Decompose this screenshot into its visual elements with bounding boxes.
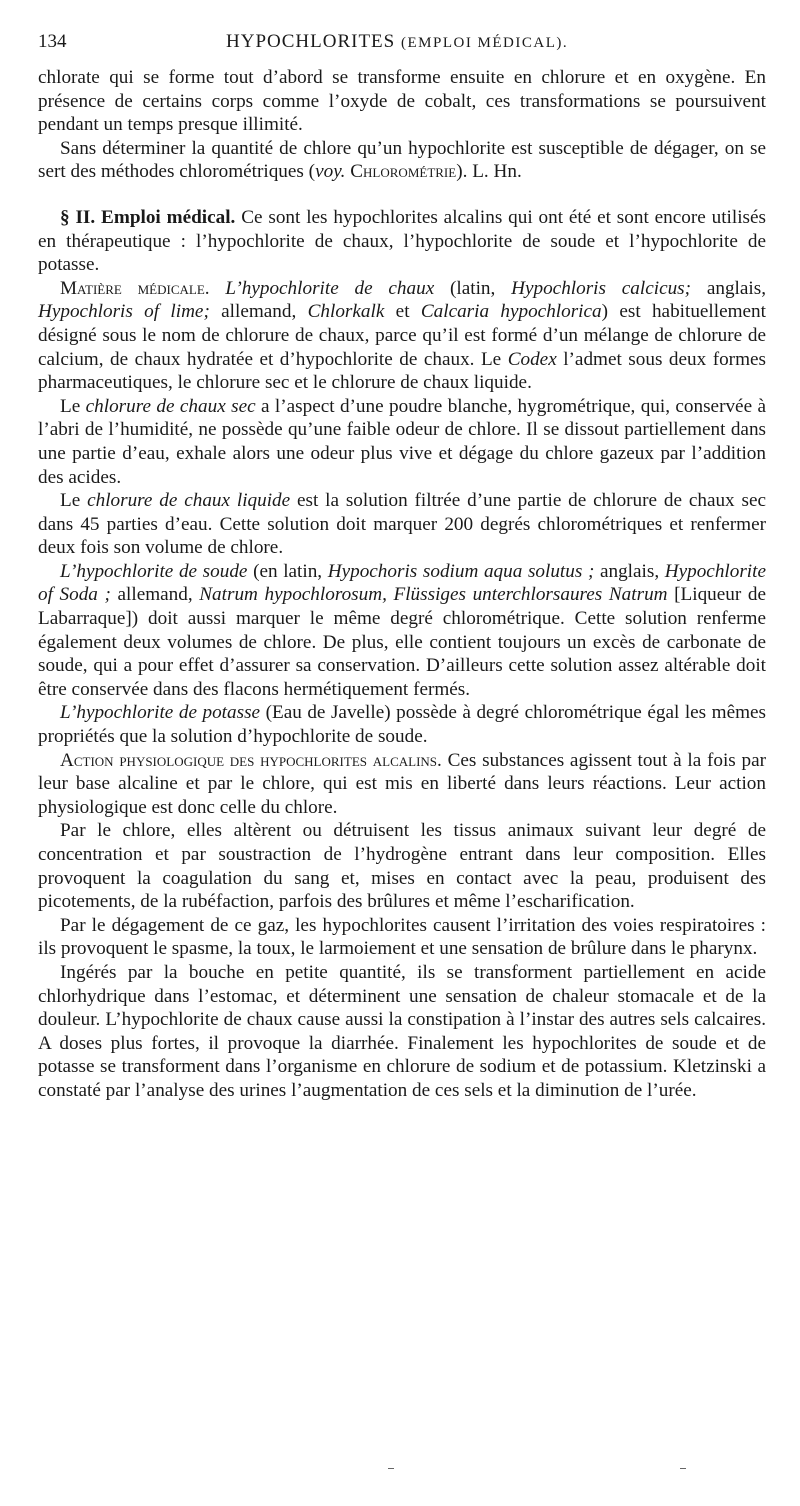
running-title: HYPOCHLORITES [226,31,396,52]
cross-reference-link: Chlorométrie [350,161,457,183]
paragraph-hypochlorite-soude: L’hypochlorite de soude (en latin, Hypochoris sodium aqua solutus ; anglais, Hypochlorite of Soda ; allemand, Natrum hypochlorosum, Flüssiges unterchlorsaures Natrum [Liqueur de Labarraque]) doit aussi marquer le même degré chlorométrique. Cette solution renferme également deux volumes de chlore. De plus, elle contient toujours un excès de carbonate de soude, qui a pour effet d’assurer sa conservation. D’ailleurs cette solution assez altérable doit être conservée dans des flacons hermétiquement fermés. [38,560,766,700]
running-subtitle: (EMPLOI MÉDICAL). [400,35,569,51]
paragraph-chlorometry: Sans déterminer la quantité de chlore qu’un hypochlorite est susceptible de dégager, on se sert des méthodes chlorométriques (voy. Chlorométrie). L. Hn. [38,137,766,183]
page-number: 134 [38,31,67,52]
paragraph-tissus: Par le chlore, elles altèrent ou détruisent les tissus animaux suivant leur degré de concentration et par soustraction de l’hydrogène entrant dans leur composition. Elles provoquent la coagulation du sang et, mises en contact avec la peau, produisent des picotements, de la rubéfaction, parfois des brûlures et même l’escharification. [38,820,766,913]
paragraph-continuation: chlorate qui se forme tout d’abord se transforme ensuite en chlorure et en oxygène. En présence de certains corps comme l’oxyde de cobalt, ces transformations se poursuivent pendant un temps presque illimité. [38,67,766,136]
paragraph-chlorure-liquide: Le chlorure de chaux liquide est la solution filtrée d’une partie de chlorure de chaux sec dans 45 parties d’eau. Cette solution doit marquer 200 degrés chlorométriques et renfermer deux fois son volume de chlore. [38,490,766,559]
paragraph-hypochlorite-potasse: L’hypochlorite de potasse (Eau de Javelle) possède à degré chlorométrique égal les mêmes propriétés que la solution d’hypochlorite de soude. [38,702,767,748]
paragraph-ingestion: Ingérés par la bouche en petite quantité, ils se transforment partiellement en acide chlorhydrique dans l’estomac, et déterminent une sensation de chaleur stomacale et de la douleur. L’hypochlorite de chaux cause aussi la constipation à l’instar des autres sels calcaires. A doses plus fortes, il provoque la diarrhée. Finalement les hypochlorites de soude et de potasse se transforment dans l’organisme en chlorure de sodium et de potassium. Kletzinski a constaté par l’analyse des urines l’augmentation de ces sels et la diminution de l’urée. [38,961,766,1101]
page-header [38,30,766,58]
section-heading-paragraph: § II. Emploi médical. Ce sont les hypochlorites alcalins qui ont été et sont encore utilisés en thérapeutique : l’hypochlorite de chaux, l’hypochlorite de soude et l’hypochlorite de potasse. [38,206,766,276]
paragraph-action-physiologique: Action physiologique des hypochlorites alcalins. Ces substances agissent tout à la fois par leur base alcaline et par le chlore, qui est mis en liberté dans leurs réactions. Leur action physiologique est donc celle du chlore. [38,749,766,818]
running-head [226,30,568,56]
page-footer-marks [0,1468,800,1478]
paragraph-matiere-medicale: Matière médicale. L’hypochlorite de chaux (latin, Hypochloris calcicus; anglais, Hypochloris of lime; allemand, Chlorkalk et Calcaria hypochlorica) est habituellement désigné sous le nom de chlorure de chaux, parce qu’il est formé d’un mélange de chlorure de calcium, de chaux hydratée et d’hypochlorite de chaux. Le Codex l’admet sous deux formes pharmaceutiques, le chlorure sec et le chlorure de chaux liquide. [38,277,766,394]
document-page [38,30,766,1103]
subsection-label: Action physiologique des hypochlorites alcalins. [60,749,442,771]
subsection-label: Matière médicale. [60,277,210,299]
paragraph-chlorure-sec: Le chlorure de chaux sec a l’aspect d’une poudre blanche, hygrométrique, qui, conservée à l’abri de l’humidité, ne possède qu’une faible odeur de chlore. Il se dissout partiellement dans une partie d’eau, exhale alors une odeur plus vive et dégage du chlore gazeux par l’addition des acides. [38,395,766,488]
footer-mark-right [680,1468,686,1469]
footer-mark-left [388,1468,394,1469]
paragraph-respiratoire: Par le dégagement de ce gaz, les hypochlorites causent l’irritation des voies respiratoires : ils provoquent le spasme, la toux, le larmoiement et une sensation de brûlure dans le pharynx. [38,914,766,960]
section-heading: § II. Emploi médical. [60,206,236,228]
